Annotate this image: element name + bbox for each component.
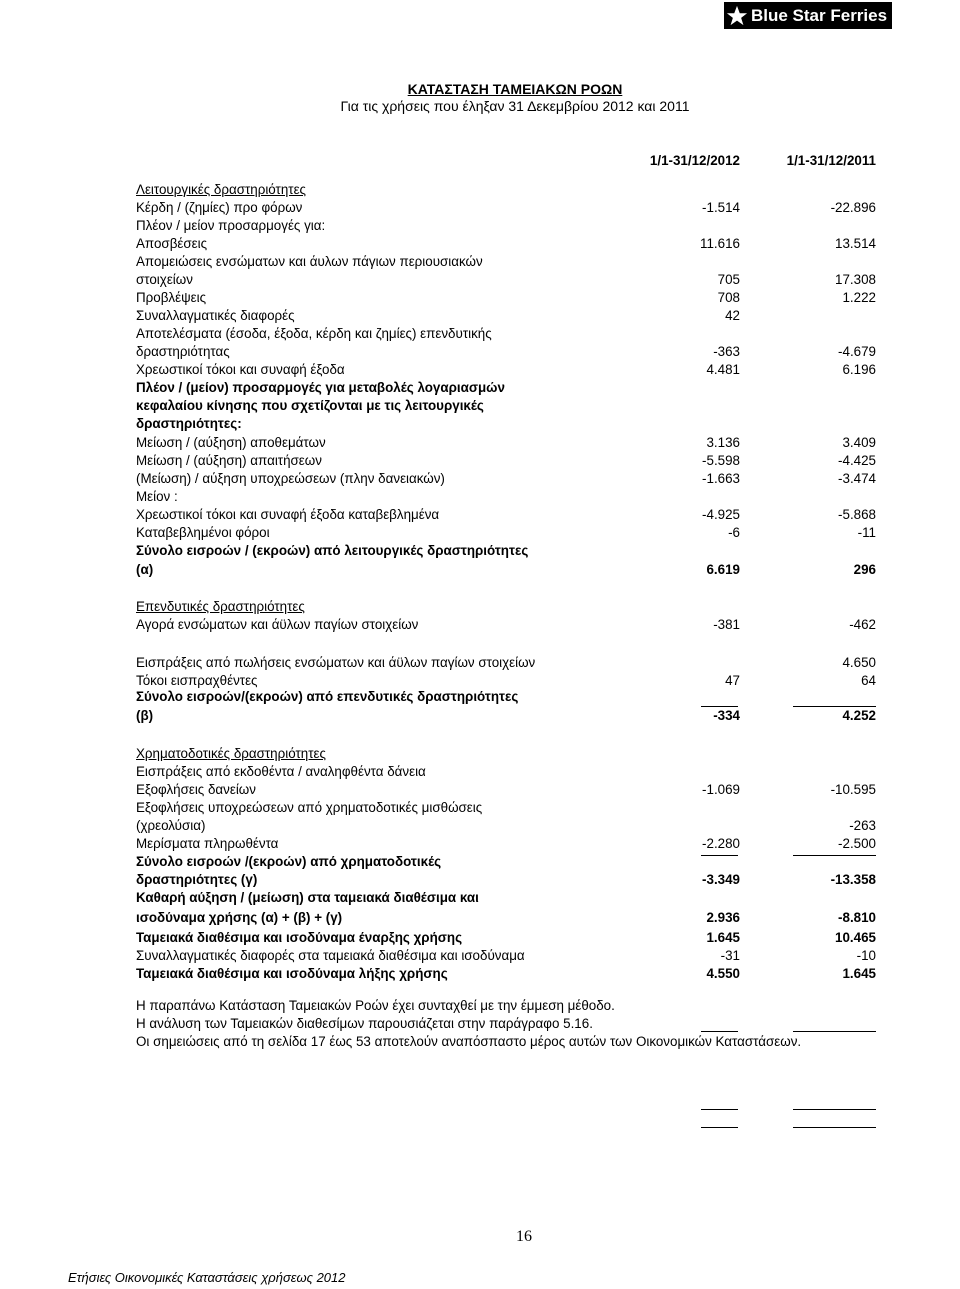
row-label: Μείωση / (αύξηση) αποθεμάτων bbox=[136, 435, 326, 450]
value-2011: 17.308 bbox=[835, 272, 876, 287]
value-2012: 4.481 bbox=[706, 362, 740, 377]
value-2011: -2.500 bbox=[838, 836, 876, 851]
table-row bbox=[136, 929, 876, 946]
table-row bbox=[136, 909, 876, 926]
table-row bbox=[136, 271, 876, 288]
table-row bbox=[136, 598, 876, 615]
row-label: Αγορά ενσώματων και άϋλων παγίων στοιχείων bbox=[136, 617, 419, 632]
value-2011: 4.650 bbox=[842, 655, 876, 670]
table-row bbox=[136, 524, 876, 541]
table-row bbox=[136, 763, 876, 780]
value-2011: -10.595 bbox=[830, 782, 876, 797]
row-label: δραστηριότητες: bbox=[136, 416, 242, 431]
row-label: Χρηματοδοτικές δραστηριότητες bbox=[136, 746, 326, 761]
value-2012: -363 bbox=[713, 344, 740, 359]
value-2012: -5.598 bbox=[702, 453, 740, 468]
table-row bbox=[136, 235, 876, 252]
row-label: Καθαρή αύξηση / (μείωση) στα ταμειακά διαθέσιμα και bbox=[136, 890, 479, 905]
table-row bbox=[136, 634, 876, 651]
row-label: (α) bbox=[136, 562, 154, 577]
value-2012: 3.136 bbox=[706, 435, 740, 450]
value-2012: -334 bbox=[713, 708, 740, 723]
row-label: Εξοφλήσεις δανείων bbox=[136, 782, 256, 797]
total-rule bbox=[793, 1031, 876, 1032]
note-line: Η παραπάνω Κατάσταση Ταμειακών Ροών έχει συνταχθεί με την έμμεση μέθοδο. bbox=[136, 998, 615, 1013]
row-label: ισοδύναμα χρήσης (α) + (β) + (γ) bbox=[136, 910, 343, 925]
total-rule bbox=[793, 1127, 876, 1128]
table-row bbox=[136, 217, 876, 234]
note-line: Η ανάλυση των Ταμειακών διαθεσίμων παρουσιάζεται στην παράγραφο 5.16. bbox=[136, 1016, 593, 1031]
table-row bbox=[136, 871, 876, 888]
table-row bbox=[136, 707, 876, 724]
row-label: Ταμειακά διαθέσιμα και ισοδύναμα λήξης χρήσης bbox=[136, 966, 448, 981]
table-row bbox=[136, 654, 876, 671]
logo-text: Blue Star Ferries bbox=[751, 5, 888, 25]
table-row bbox=[136, 726, 876, 743]
value-2011: 10.465 bbox=[835, 930, 876, 945]
total-rule bbox=[701, 706, 738, 707]
row-label: στοιχείων bbox=[136, 272, 193, 287]
table-row bbox=[136, 580, 876, 597]
cash-flow-table bbox=[136, 152, 876, 981]
table-row bbox=[136, 799, 876, 816]
total-rule bbox=[701, 855, 738, 856]
column-header-2012: 1/1-31/12/2012 bbox=[649, 153, 740, 168]
table-row bbox=[136, 542, 876, 559]
row-label: Τόκοι εισπραχθέντες bbox=[136, 673, 258, 688]
value-2011: -3.474 bbox=[838, 471, 876, 486]
table-row bbox=[136, 745, 876, 762]
star-icon bbox=[726, 5, 748, 27]
column-header-2011: 1/1-31/12/2011 bbox=[786, 153, 876, 168]
table-row bbox=[136, 616, 876, 633]
table-row bbox=[136, 965, 876, 982]
row-label: (χρεολύσια) bbox=[136, 818, 206, 833]
row-label: Καταβεβλημένοι φόροι bbox=[136, 525, 270, 540]
value-2012: -31 bbox=[720, 948, 740, 963]
table-row bbox=[136, 835, 876, 852]
value-2012: 42 bbox=[725, 308, 740, 323]
value-2012: -1.069 bbox=[702, 782, 740, 797]
table-row bbox=[136, 199, 876, 216]
table-row bbox=[136, 343, 876, 360]
table-row bbox=[136, 452, 876, 469]
value-2012: 6.619 bbox=[706, 562, 740, 577]
value-2011: 1.222 bbox=[842, 290, 876, 305]
value-2012: -4.925 bbox=[702, 507, 740, 522]
table-row bbox=[136, 361, 876, 378]
table-row bbox=[136, 325, 876, 342]
table-row bbox=[136, 672, 876, 689]
value-2012: 708 bbox=[717, 290, 740, 305]
value-2011: -8.810 bbox=[838, 910, 876, 925]
value-2012: 47 bbox=[725, 673, 740, 688]
value-2011: -11 bbox=[857, 525, 876, 540]
value-2011: 6.196 bbox=[842, 362, 876, 377]
column-header-row bbox=[136, 152, 876, 169]
value-2012: 705 bbox=[717, 272, 740, 287]
note-line: Οι σημειώσεις από τη σελίδα 17 έως 53 αποτελούν αναπόσπαστο μέρος αυτών των Οικονομικών Καταστάσεων. bbox=[136, 1034, 802, 1049]
table-row bbox=[136, 506, 876, 523]
row-label: Απομειώσεις ενσώματων και άυλων πάγιων περιουσιακών bbox=[136, 254, 483, 269]
row-label: (Μείωση) / αύξηση υποχρεώσεων (πλην δανειακών) bbox=[136, 471, 445, 486]
row-label: Συναλλαγματικές διαφορές στα ταμειακά διαθέσιμα και ισοδύναμα bbox=[136, 948, 525, 963]
page-number: 16 bbox=[516, 1228, 532, 1245]
table-row bbox=[136, 470, 876, 487]
row-label: κεφαλαίου κίνησης που σχετίζονται με τις λειτουργικές bbox=[136, 398, 484, 413]
row-label: Προβλέψεις bbox=[136, 290, 207, 305]
table-row bbox=[136, 853, 876, 870]
table-row bbox=[136, 688, 876, 705]
value-2012: -1.514 bbox=[702, 200, 740, 215]
table-row bbox=[136, 289, 876, 306]
value-2011: 64 bbox=[861, 673, 876, 688]
value-2012: -2.280 bbox=[702, 836, 740, 851]
value-2012: 11.616 bbox=[700, 236, 740, 251]
table-row bbox=[136, 397, 876, 414]
table-row bbox=[136, 488, 876, 505]
row-label: Αποτελέσματα (έσοδα, έξοδα, κέρδη και ζημίες) επενδυτικής bbox=[136, 326, 492, 341]
page-title: ΚΑΤΑΣΤΑΣΗ ΤΑΜΕΙΑΚΩΝ ΡΟΩΝ bbox=[407, 81, 623, 97]
value-2011: -263 bbox=[849, 818, 876, 833]
value-2011: 4.252 bbox=[842, 708, 876, 723]
value-2011: -4.679 bbox=[838, 344, 876, 359]
row-label: Σύνολο εισροών / (εκροών) από λειτουργικές δραστηριότητες bbox=[136, 543, 529, 558]
row-label: Πλέον / μείον προσαρμογές για: bbox=[136, 218, 326, 233]
total-rule bbox=[701, 1109, 738, 1110]
table-row bbox=[136, 434, 876, 451]
value-2011: -10 bbox=[856, 948, 876, 963]
table-row bbox=[136, 817, 876, 834]
row-label: δραστηριότητας bbox=[136, 344, 230, 359]
row-label: Εξοφλήσεις υποχρεώσεων από χρηματοδοτικές μισθώσεις bbox=[136, 800, 483, 815]
value-2012: 4.550 bbox=[706, 966, 740, 981]
row-label: Κέρδη / (ζημίες) προ φόρων bbox=[136, 200, 303, 215]
row-label: Χρεωστικοί τόκοι και συναφή έξοδα bbox=[136, 362, 345, 377]
total-rule bbox=[793, 855, 876, 856]
table-row bbox=[136, 947, 876, 964]
notes bbox=[136, 997, 801, 1051]
row-label: Επενδυτικές δραστηριότητες bbox=[136, 599, 305, 614]
row-label: (β) bbox=[136, 708, 154, 723]
total-rule bbox=[793, 1109, 876, 1110]
table-row bbox=[136, 781, 876, 798]
row-label: Σύνολο εισροών /(εκροών) από χρηματοδοτικές bbox=[136, 854, 442, 869]
page-footer: Ετήσιες Οικονομικές Καταστάσεις χρήσεως 2012 bbox=[68, 1270, 346, 1285]
total-rule bbox=[793, 706, 876, 707]
value-2012: -1.663 bbox=[702, 471, 740, 486]
table-row bbox=[136, 889, 876, 906]
value-2011: -462 bbox=[849, 617, 876, 632]
table-row bbox=[136, 253, 876, 270]
value-2012: 2.936 bbox=[706, 910, 740, 925]
table-row bbox=[136, 561, 876, 578]
row-label: Πλέον / (μείον) προσαρμογές για μεταβολές λογαριασμών bbox=[136, 380, 505, 395]
row-label: Ταμειακά διαθέσιμα και ισοδύναμα έναρξης χρήσης bbox=[136, 930, 463, 945]
row-label: Εισπράξεις από εκδοθέντα / αναληφθέντα δάνεια bbox=[136, 764, 426, 779]
table-row bbox=[136, 181, 876, 198]
value-2011: 1.645 bbox=[842, 966, 876, 981]
value-2011: -22.896 bbox=[830, 200, 876, 215]
row-label: Συναλλαγματικές διαφορές bbox=[136, 308, 295, 323]
row-label: Αποσβέσεις bbox=[136, 236, 208, 251]
value-2011: -13.358 bbox=[830, 872, 876, 887]
row-label: δραστηριότητες (γ) bbox=[136, 872, 258, 887]
value-2012: -381 bbox=[713, 617, 740, 632]
row-label: Εισπράξεις από πωλήσεις ενσώματων και άϋλων παγίων στοιχείων bbox=[136, 655, 536, 670]
row-label: Σύνολο εισροών/(εκροών) από επενδυτικές δραστηριότητες bbox=[136, 689, 519, 704]
page-subtitle: Για τις χρήσεις που έληξαν 31 Δεκεμβρίου 2012 και 2011 bbox=[340, 98, 690, 114]
row-label: Μερίσματα πληρωθέντα bbox=[136, 836, 279, 851]
value-2011: 296 bbox=[853, 562, 876, 577]
table-row bbox=[136, 415, 876, 432]
table-row bbox=[136, 307, 876, 324]
value-2012: -3.349 bbox=[702, 872, 740, 887]
row-label: Μείον : bbox=[136, 489, 178, 504]
row-label: Μείωση / (αύξηση) απαιτήσεων bbox=[136, 453, 322, 468]
value-2011: 3.409 bbox=[842, 435, 876, 450]
value-2011: 13.514 bbox=[835, 236, 876, 251]
value-2011: -4.425 bbox=[838, 453, 876, 468]
row-label: Λειτουργικές δραστηριότητες bbox=[136, 182, 306, 197]
table-row bbox=[136, 379, 876, 396]
row-label: Χρεωστικοί τόκοι και συναφή έξοδα καταβεβλημένα bbox=[136, 507, 440, 522]
value-2012: 1.645 bbox=[706, 930, 740, 945]
value-2011: -5.868 bbox=[838, 507, 876, 522]
total-rule bbox=[701, 1127, 738, 1128]
company-logo bbox=[724, 2, 892, 29]
value-2012: -6 bbox=[728, 525, 740, 540]
